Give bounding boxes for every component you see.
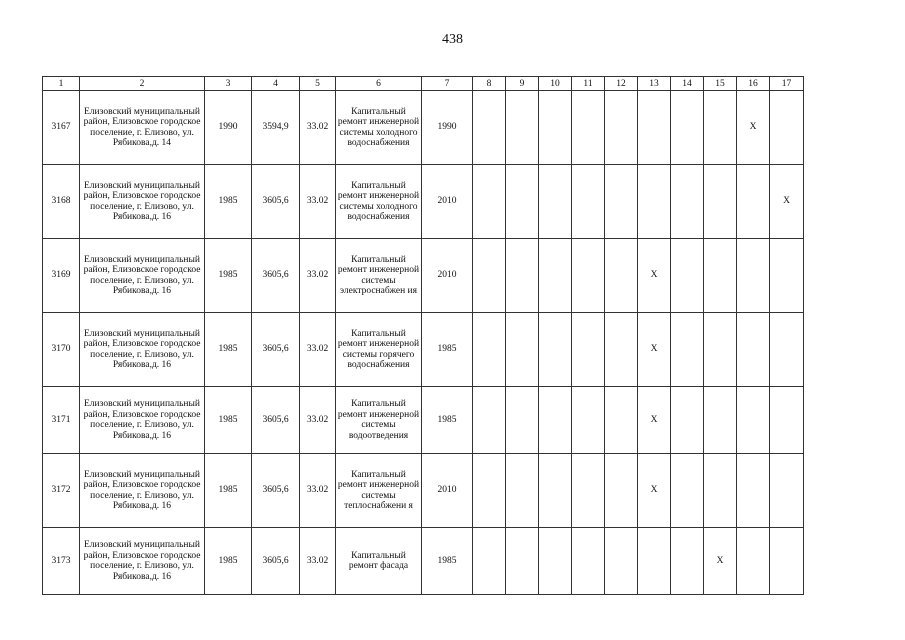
mark-cell (770, 239, 804, 313)
code-cell: 33.02 (300, 454, 336, 528)
mark-cell (770, 313, 804, 387)
mark-cell (473, 313, 506, 387)
column-header: 8 (473, 77, 506, 91)
year-cell: 1985 (422, 387, 473, 454)
work-type-cell: Капитальный ремонт инженерной системы водоотведения (336, 387, 422, 454)
record-number-cell: 3168 (43, 165, 80, 239)
mark-cell (572, 528, 605, 595)
table-row (43, 91, 804, 165)
mark-cell (572, 239, 605, 313)
mark-cell (737, 165, 770, 239)
mark-cell (704, 313, 737, 387)
area-cell: 3605,6 (252, 239, 300, 313)
mark-cell: X (638, 239, 671, 313)
code-cell: 33.02 (300, 165, 336, 239)
column-header: 6 (336, 77, 422, 91)
column-header: 3 (205, 77, 252, 91)
mark-cell (539, 239, 572, 313)
mark-cell (572, 454, 605, 528)
mark-cell (704, 165, 737, 239)
mark-cell (704, 387, 737, 454)
mark-cell (473, 528, 506, 595)
column-header: 9 (506, 77, 539, 91)
mark-cell (506, 239, 539, 313)
mark-cell: X (638, 313, 671, 387)
mark-cell (770, 387, 804, 454)
mark-cell (638, 528, 671, 595)
year-built-cell: 1985 (205, 387, 252, 454)
mark-cell (704, 91, 737, 165)
mark-cell (737, 239, 770, 313)
mark-cell (737, 528, 770, 595)
record-number-cell: 3173 (43, 528, 80, 595)
mark-cell (737, 454, 770, 528)
mark-cell: X (770, 165, 804, 239)
mark-cell (605, 387, 638, 454)
table-row (43, 239, 804, 313)
mark-cell (473, 239, 506, 313)
work-type-cell: Капитальный ремонт фасада (336, 528, 422, 595)
column-header: 16 (737, 77, 770, 91)
column-header: 2 (80, 77, 205, 91)
mark-cell: X (704, 528, 737, 595)
mark-cell (704, 454, 737, 528)
mark-cell (605, 528, 638, 595)
table-row (43, 528, 804, 595)
mark-cell (539, 454, 572, 528)
code-cell: 33.02 (300, 387, 336, 454)
year-cell: 2010 (422, 454, 473, 528)
code-cell: 33.02 (300, 313, 336, 387)
column-header: 10 (539, 77, 572, 91)
column-number-row (43, 77, 804, 91)
work-type-cell: Капитальный ремонт инженерной системы электроснабжен ия (336, 239, 422, 313)
mark-cell (506, 528, 539, 595)
mark-cell: X (638, 387, 671, 454)
address-cell: Елизовский муниципальный район, Елизовское городское поселение, г. Елизово, ул. Рябикова,д. 16 (80, 387, 205, 454)
table-row (43, 165, 804, 239)
record-number-cell: 3167 (43, 91, 80, 165)
mark-cell (737, 387, 770, 454)
table-row (43, 313, 804, 387)
mark-cell (671, 91, 704, 165)
year-cell: 1985 (422, 313, 473, 387)
area-cell: 3605,6 (252, 313, 300, 387)
column-header: 11 (572, 77, 605, 91)
area-cell: 3605,6 (252, 454, 300, 528)
mark-cell (506, 91, 539, 165)
year-cell: 2010 (422, 239, 473, 313)
mark-cell (638, 91, 671, 165)
area-cell: 3605,6 (252, 165, 300, 239)
mark-cell (473, 91, 506, 165)
column-header: 5 (300, 77, 336, 91)
mark-cell: X (638, 454, 671, 528)
mark-cell (605, 91, 638, 165)
mark-cell (473, 165, 506, 239)
mark-cell (539, 313, 572, 387)
column-header: 17 (770, 77, 804, 91)
mark-cell (671, 454, 704, 528)
mark-cell (770, 528, 804, 595)
page-number: 438 (442, 32, 463, 47)
address-cell: Елизовский муниципальный район, Елизовское городское поселение, г. Елизово, ул. Рябикова,д. 16 (80, 313, 205, 387)
mark-cell (506, 454, 539, 528)
capital-repair-table (42, 76, 804, 595)
record-number-cell: 3170 (43, 313, 80, 387)
column-header: 4 (252, 77, 300, 91)
column-header: 15 (704, 77, 737, 91)
mark-cell (704, 239, 737, 313)
mark-cell (506, 313, 539, 387)
column-header: 13 (638, 77, 671, 91)
address-cell: Елизовский муниципальный район, Елизовское городское поселение, г. Елизово, ул. Рябикова,д. 16 (80, 454, 205, 528)
mark-cell (506, 387, 539, 454)
mark-cell (473, 454, 506, 528)
code-cell: 33.02 (300, 91, 336, 165)
year-cell: 2010 (422, 165, 473, 239)
work-type-cell: Капитальный ремонт инженерной системы холодного водоснабжения (336, 91, 422, 165)
year-cell: 1985 (422, 528, 473, 595)
mark-cell (539, 91, 572, 165)
mark-cell (737, 313, 770, 387)
year-built-cell: 1985 (205, 528, 252, 595)
mark-cell (539, 165, 572, 239)
mark-cell (671, 313, 704, 387)
mark-cell (605, 239, 638, 313)
area-cell: 3605,6 (252, 528, 300, 595)
address-cell: Елизовский муниципальный район, Елизовское городское поселение, г. Елизово, ул. Рябикова,д. 14 (80, 91, 205, 165)
address-cell: Елизовский муниципальный район, Елизовское городское поселение, г. Елизово, ул. Рябикова,д. 16 (80, 528, 205, 595)
mark-cell (638, 165, 671, 239)
mark-cell (539, 387, 572, 454)
column-header: 12 (605, 77, 638, 91)
mark-cell (539, 528, 572, 595)
area-cell: 3594,9 (252, 91, 300, 165)
column-header: 7 (422, 77, 473, 91)
mark-cell (770, 454, 804, 528)
mark-cell (506, 165, 539, 239)
mark-cell (770, 91, 804, 165)
mark-cell (605, 165, 638, 239)
address-cell: Елизовский муниципальный район, Елизовское городское поселение, г. Елизово, ул. Рябикова,д. 16 (80, 165, 205, 239)
mark-cell (671, 239, 704, 313)
mark-cell (572, 387, 605, 454)
address-cell: Елизовский муниципальный район, Елизовское городское поселение, г. Елизово, ул. Рябикова,д. 16 (80, 239, 205, 313)
record-number-cell: 3171 (43, 387, 80, 454)
mark-cell (605, 313, 638, 387)
column-header: 14 (671, 77, 704, 91)
area-cell: 3605,6 (252, 387, 300, 454)
record-number-cell: 3172 (43, 454, 80, 528)
mark-cell (605, 454, 638, 528)
mark-cell (671, 387, 704, 454)
year-built-cell: 1985 (205, 313, 252, 387)
work-type-cell: Капитальный ремонт инженерной системы холодного водоснабжения (336, 165, 422, 239)
mark-cell (572, 165, 605, 239)
year-built-cell: 1990 (205, 91, 252, 165)
work-type-cell: Капитальный ремонт инженерной системы теплоснабжени я (336, 454, 422, 528)
code-cell: 33.02 (300, 239, 336, 313)
work-type-cell: Капитальный ремонт инженерной системы горячего водоснабжения (336, 313, 422, 387)
mark-cell (572, 313, 605, 387)
mark-cell: X (737, 91, 770, 165)
year-built-cell: 1985 (205, 239, 252, 313)
mark-cell (671, 165, 704, 239)
mark-cell (572, 91, 605, 165)
column-header: 1 (43, 77, 80, 91)
table-row (43, 454, 804, 528)
mark-cell (671, 528, 704, 595)
table-row (43, 387, 804, 454)
year-cell: 1990 (422, 91, 473, 165)
record-number-cell: 3169 (43, 239, 80, 313)
mark-cell (473, 387, 506, 454)
year-built-cell: 1985 (205, 165, 252, 239)
code-cell: 33.02 (300, 528, 336, 595)
year-built-cell: 1985 (205, 454, 252, 528)
